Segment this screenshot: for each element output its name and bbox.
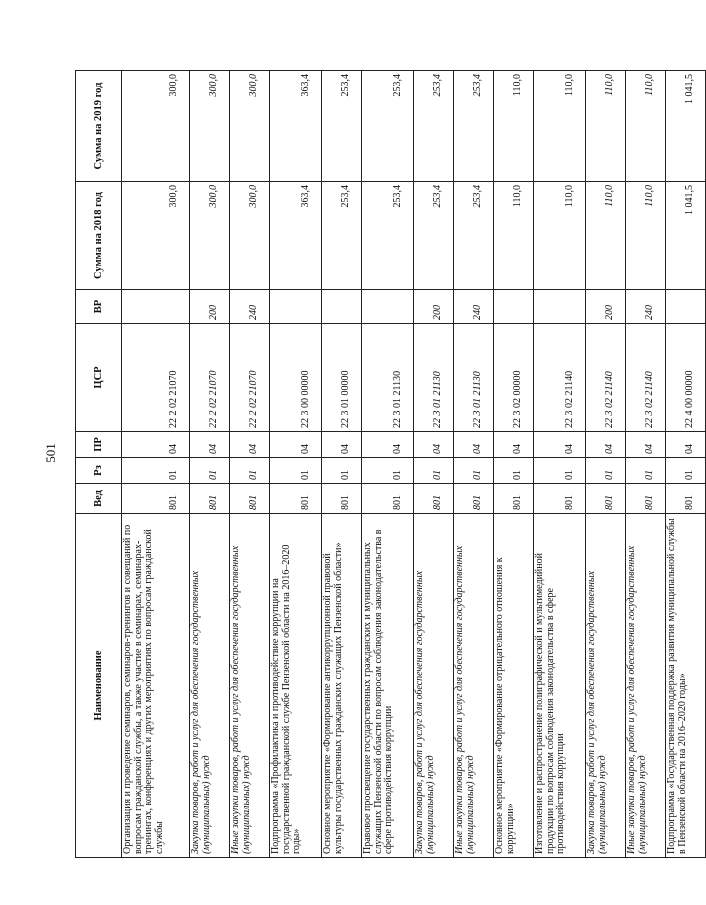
table-row [534,71,586,858]
row-sum-2018-cell: 300,0 [230,182,270,290]
table-row [322,71,362,858]
row-rz-cell: 01 [414,458,454,484]
row-vr-cell [534,290,586,324]
row-pr-cell: 04 [362,432,414,458]
budget-table [75,70,706,858]
table-row [586,71,626,858]
row-pr-cell: 04 [626,432,666,458]
row-vr-cell: 200 [414,290,454,324]
row-sum-2018-cell: 110,0 [586,182,626,290]
row-sum-2018-cell: 363,4 [270,182,322,290]
row-pr-cell: 04 [322,432,362,458]
row-ved-cell: 801 [414,484,454,514]
row-pr-cell: 04 [534,432,586,458]
row-ved-cell: 801 [362,484,414,514]
row-name-cell: Закупка товаров, работ и услуг для обеспечения государственных (муниципальных) нужд [414,514,454,858]
row-ved-cell: 801 [190,484,230,514]
table-row [494,71,534,858]
row-csr-cell: 22 2 02 21070 [230,324,270,432]
row-sum-2018-cell: 110,0 [494,182,534,290]
row-rz-cell: 01 [322,458,362,484]
row-rz-cell: 01 [586,458,626,484]
row-pr-cell: 04 [454,432,494,458]
row-pr-cell: 04 [666,432,706,458]
row-csr-cell: 22 4 00 00000 [666,324,706,432]
row-vr-cell: 240 [454,290,494,324]
row-vr-cell: 200 [190,290,230,324]
row-vr-cell [322,290,362,324]
row-sum-2019-cell: 363,4 [270,71,322,182]
row-vr-cell [666,290,706,324]
table-row [626,71,666,858]
row-rz-cell: 01 [270,458,322,484]
header-sum-2019: Сумма на 2019 год [76,71,122,182]
row-rz-cell: 01 [494,458,534,484]
row-csr-cell: 22 3 01 21130 [414,324,454,432]
row-vr-cell: 240 [626,290,666,324]
row-sum-2019-cell: 110,0 [494,71,534,182]
row-rz-cell: 01 [454,458,494,484]
row-sum-2019-cell: 253,4 [322,71,362,182]
row-sum-2018-cell: 110,0 [626,182,666,290]
row-csr-cell: 22 3 02 21140 [626,324,666,432]
row-csr-cell: 22 2 02 21070 [122,324,190,432]
row-pr-cell: 04 [414,432,454,458]
row-sum-2019-cell: 110,0 [586,71,626,182]
row-name-cell: Закупка товаров, работ и услуг для обеспечения государственных (муниципальных) нужд [586,514,626,858]
row-vr-cell [270,290,322,324]
row-rz-cell: 01 [666,458,706,484]
row-pr-cell: 04 [122,432,190,458]
row-sum-2019-cell: 110,0 [626,71,666,182]
row-csr-cell: 22 3 01 21130 [454,324,494,432]
table-row [362,71,414,858]
row-name-cell: Организация и проведение семинаров, семинаров-тренингов и совещаний по вопросам гражданской службы, а также участие в семинарах, семинарах-тренингах, конференциях и других мероприятиях по вопросам гражданской службы [122,514,190,858]
table-header-row [76,71,122,858]
row-csr-cell: 22 3 02 21140 [534,324,586,432]
row-csr-cell: 22 3 02 21140 [586,324,626,432]
header-vr: ВР [76,290,122,324]
row-sum-2018-cell: 1 041,5 [666,182,706,290]
row-name-cell: Основное мероприятие «Формирование антикоррупционной правовой культуры государственных гражданских служащих Пензенской области» [322,514,362,858]
row-csr-cell: 22 3 00 00000 [270,324,322,432]
row-sum-2018-cell: 300,0 [122,182,190,290]
row-sum-2019-cell: 1 041,5 [666,71,706,182]
row-pr-cell: 04 [586,432,626,458]
row-name-cell: Закупка товаров, работ и услуг для обеспечения государственных (муниципальных) нужд [190,514,230,858]
row-sum-2018-cell: 253,4 [454,182,494,290]
row-pr-cell: 04 [270,432,322,458]
row-sum-2019-cell: 253,4 [454,71,494,182]
row-csr-cell: 22 3 01 00000 [322,324,362,432]
row-rz-cell: 01 [534,458,586,484]
table-row [270,71,322,858]
row-sum-2018-cell: 253,4 [322,182,362,290]
row-sum-2019-cell: 300,0 [190,71,230,182]
row-sum-2019-cell: 300,0 [122,71,190,182]
row-rz-cell: 01 [122,458,190,484]
row-ved-cell: 801 [534,484,586,514]
row-pr-cell: 04 [230,432,270,458]
row-name-cell: Основное мероприятие «Формирование отрицательного отношения к коррупции» [494,514,534,858]
header-pr: ПР [76,432,122,458]
row-sum-2019-cell: 253,4 [362,71,414,182]
row-rz-cell: 01 [230,458,270,484]
table-row [414,71,454,858]
row-ved-cell: 801 [122,484,190,514]
row-vr-cell [494,290,534,324]
row-ved-cell: 801 [454,484,494,514]
table-row [230,71,270,858]
header-ved: Вед [76,484,122,514]
row-vr-cell: 240 [230,290,270,324]
row-csr-cell: 22 2 02 21070 [190,324,230,432]
row-sum-2018-cell: 110,0 [534,182,586,290]
header-sum-2018: Сумма на 2018 год [76,182,122,290]
row-rz-cell: 01 [626,458,666,484]
row-rz-cell: 01 [190,458,230,484]
row-csr-cell: 22 3 02 00000 [494,324,534,432]
row-sum-2019-cell: 300,0 [230,71,270,182]
row-name-cell: Изготовление и распространение полиграфической и мультимедийной продукции по вопросам соблюдения законодательства в сфере противодействия коррупции [534,514,586,858]
table-row [454,71,494,858]
table-row [190,71,230,858]
row-rz-cell: 01 [362,458,414,484]
row-sum-2018-cell: 253,4 [414,182,454,290]
row-csr-cell: 22 3 01 21130 [362,324,414,432]
header-rz: Рз [76,458,122,484]
row-ved-cell: 801 [494,484,534,514]
table-row [122,71,190,858]
row-name-cell: Иные закупки товаров, работ и услуг для обеспечения государственных (муниципальных) нужд [230,514,270,858]
row-sum-2019-cell: 253,4 [414,71,454,182]
row-sum-2018-cell: 253,4 [362,182,414,290]
row-name-cell: Правовое просвещение государственных гражданских и муниципальных служащих Пензенской области по вопросам соблюдения законодательства в сфере противодействия коррупции [362,514,414,858]
header-name: Наименование [76,514,122,858]
row-ved-cell: 801 [586,484,626,514]
row-ved-cell: 801 [666,484,706,514]
row-vr-cell [122,290,190,324]
table-rotated-wrapper [75,71,695,858]
header-csr: ЦСР [76,324,122,432]
row-name-cell: Подпрограмма «Государственная поддержка развития муниципальной службы в Пензенской области на 2016–2020 годы» [666,514,706,858]
row-name-cell: Иные закупки товаров, работ и услуг для обеспечения государственных (муниципальных) нужд [626,514,666,858]
row-vr-cell: 200 [586,290,626,324]
page-number: 501 [43,443,58,463]
row-sum-2019-cell: 110,0 [534,71,586,182]
row-ved-cell: 801 [322,484,362,514]
row-vr-cell [362,290,414,324]
table-row [666,71,706,858]
row-ved-cell: 801 [230,484,270,514]
row-pr-cell: 04 [494,432,534,458]
row-ved-cell: 801 [270,484,322,514]
row-name-cell: Подпрограмма «Профилактика и противодействие коррупции на государственной гражданской службе Пензенской области на 2016–2020 годы» [270,514,322,858]
row-sum-2018-cell: 300,0 [190,182,230,290]
row-name-cell: Иные закупки товаров, работ и услуг для обеспечения государственных (муниципальных) нужд [454,514,494,858]
row-pr-cell: 04 [190,432,230,458]
row-ved-cell: 801 [626,484,666,514]
table-body [122,71,706,858]
